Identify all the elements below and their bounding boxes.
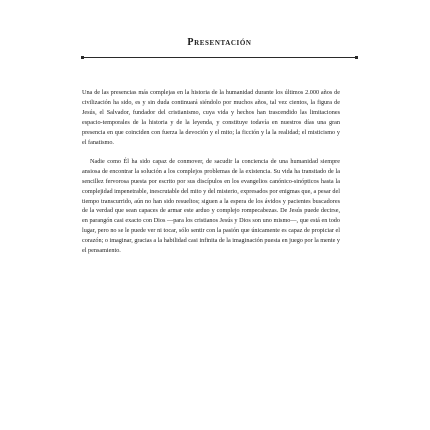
paragraph-1: Una de las presencias más complejas en la historia de la humanidad durante los últimos 2.000 años de civilización ha sido, es y sin duda continuará siéndolo por muchos años, tal vez cientos, la figura de Jesús, el Salvador, fundador del cristianismo, cuya vida y hechos han trascendido las limitaciones espacio-temporales de la historia y de la leyenda, y constituye todavía en nuestros días una gran presencia en que coinciden con fuerza la devoción y el mito; la ficción y la la realidad; el misticismo y el fanatismo. (82, 89, 340, 146)
page-header (81, 37, 358, 58)
body-text (82, 88, 340, 256)
page-title: Presentación (187, 37, 252, 48)
paragraph-2: Nadie como Él ha sido capaz de conmover, de sacudir la conciencia de una humanidad siempre ansiosa de encontrar la solución a los complejos problemas de la existencia. Su vida ha transitado de la sencillez fervorosa puesta por escrito por sus discípulos en los evangelios canónico-sinópticos hasta la complejidad impenetrable, inescrutable del mito y del misterio, expresados por enigmas que, a pesar del tiempo transcurrido, aún no han sido resueltos; siguen a la espera de los ávidos y pacientes buscadores de la verdad que sean capaces de armar este arduo y complejo rompecabezas. De Jesús puede decirse, en parangón casi exacto con Dios —para los cristianos Jesús y Dios son uno mismo—, que está en todo lugar, pero no se le puede ver ni tocar, sólo sentir con la pasión que únicamente es capaz de propiciar el corazón; o imaginar, gracias a la habilidad casi infinita de la imaginación puesta en juego por la mente y el pensamiento. (82, 157, 340, 255)
title-rule (81, 57, 358, 58)
